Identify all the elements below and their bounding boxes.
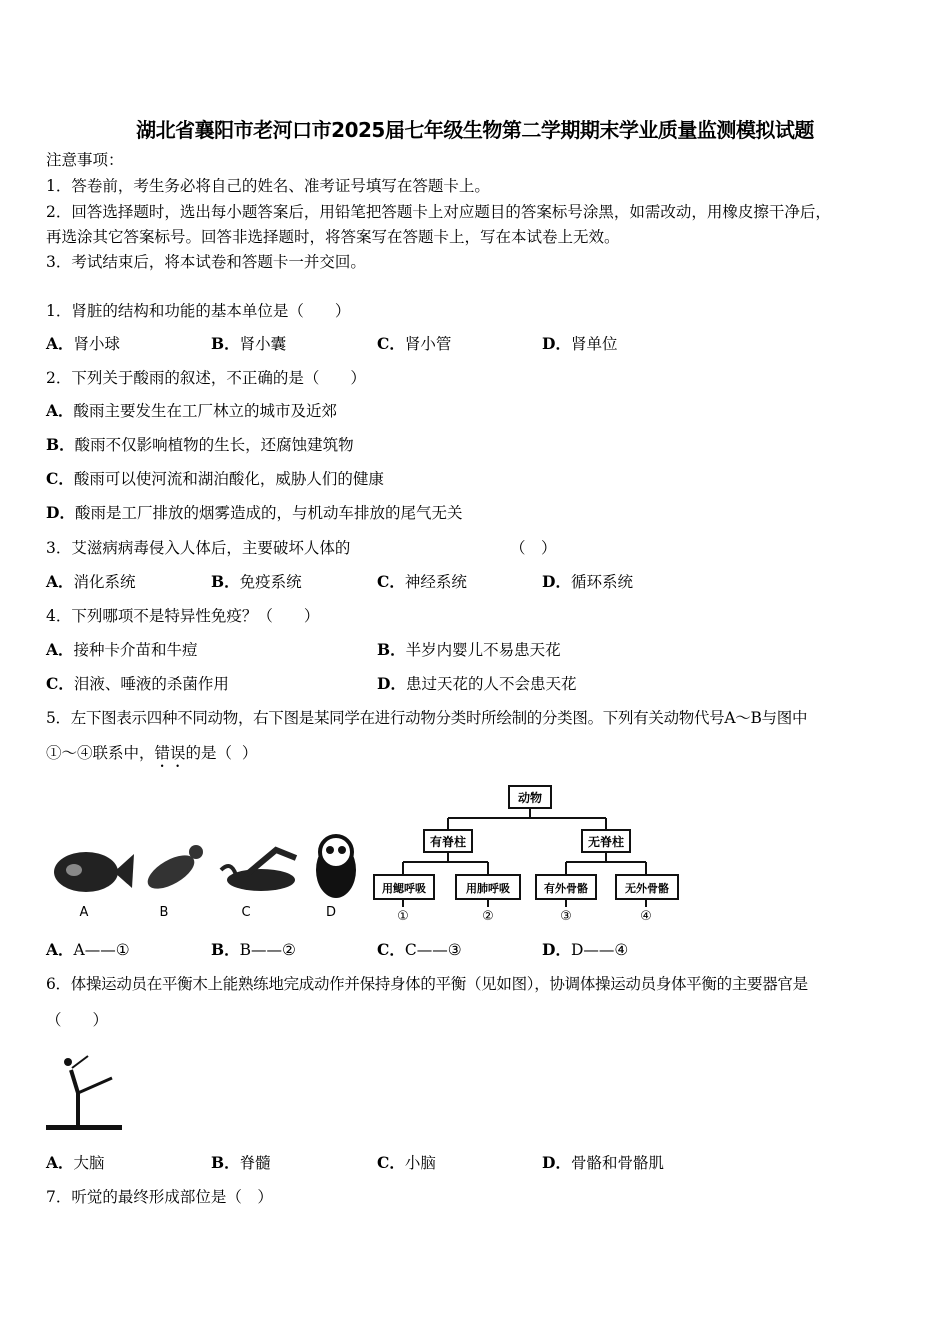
option-c: C．C——③ [377,940,462,959]
option-c: C．小脑 [377,1153,436,1172]
option-d: D．D——④ [542,940,629,959]
notice-item: 1．答卷前，考生务必将自己的姓名、准考证号填写在答题卡上。 [46,177,490,195]
question-7-stem: 7．听觉的最终形成部位是（ ） [46,1188,273,1206]
animal-pigeon-icon [142,845,203,895]
animal-panda-icon [316,836,356,898]
option-c: C．酸雨可以使河流和湖泊酸化，威胁人们的健康 [46,469,384,488]
option-a: A．肾小球 [46,334,121,353]
option-c: C．肾小管 [377,334,452,353]
question-1-stem: 1．肾脏的结构和功能的基本单位是（ ） [46,302,351,320]
animal-label: D [325,905,337,920]
tree-leaf: 无外骨骼 [625,882,669,895]
question-4-stem: 4．下列哪项不是特异性免疫？（ ） [46,607,320,625]
option-b: B．B——② [211,940,296,959]
animal-fish-icon [54,852,134,892]
option-a: A．接种卡介苗和牛痘 [46,640,198,659]
tree-marker: ② [482,909,494,924]
notice-heading: 注意事项： [46,151,124,169]
option-d: D．患过天花的人不会患天花 [377,674,577,693]
gymnast-balance-beam-figure [46,1048,126,1134]
option-b: B．酸雨不仅影响植物的生长，还腐蚀建筑物 [46,435,354,454]
tree-leaf: 用鳃呼吸 [382,882,426,895]
animal-label: C [241,905,251,920]
option-d: D．骨骼和骨骼肌 [542,1153,664,1172]
option-d: D．肾单位 [542,334,618,353]
tree-root: 动物 [517,791,543,805]
animal-grasshopper-icon [221,850,296,891]
option-b: B．半岁内婴儿不易患天花 [377,640,561,659]
question-3-stem: 3．艾滋病病毒侵入人体后，主要破坏人体的 [46,539,351,557]
tree-node: 无脊柱 [587,835,625,849]
option-b: B．免疫系统 [211,572,302,591]
question-6-stem: 6．体操运动员在平衡木上能熟练地完成动作并保持身体的平衡（见如图），协调体操运动员身体平衡的主要器官是 [46,975,808,993]
option-c: C．泪液、唾液的杀菌作用 [46,674,229,693]
tree-leaf: 用肺呼吸 [466,882,510,895]
page-title: 湖北省襄阳市老河口市2025届七年级生物第二学期期末学业质量监测模拟试题 [136,118,814,142]
option-d: D．循环系统 [542,572,633,591]
tree-marker: ④ [640,909,652,924]
option-d: D．酸雨是工厂排放的烟雾造成的，与机动车排放的尾气无关 [46,503,463,522]
tree-node: 有脊柱 [429,835,467,849]
question-5-figure [46,780,696,930]
notice-item: 再选涂其它答案标号。回答非选择题时，将答案写在答题卡上，写在本试卷上无效。 [46,228,620,246]
tree-leaf: 有外骨骼 [544,882,588,895]
option-a: A．大脑 [46,1153,105,1172]
option-a: A．消化系统 [46,572,136,591]
question-3-bracket: （ ） [510,539,557,557]
option-a: A．酸雨主要发生在工厂林立的城市及近郊 [46,401,338,420]
question-2-stem: 2．下列关于酸雨的叙述，不正确的是（ ） [46,369,366,387]
notice-item: 2．回答选择题时，选出每小题答案后，用铅笔把答题卡上对应题目的答案标号涂黑，如需改动，用橡皮擦干净后， [46,203,831,221]
option-a: A．A——① [46,940,130,959]
option-c: C．神经系统 [377,572,467,591]
option-b: B．肾小囊 [211,334,287,353]
tree-marker: ① [397,909,409,924]
animal-label: A [79,905,89,920]
question-5-stem-line2: ①～④联系中，错误的是（ ） [46,744,258,762]
tree-marker: ③ [560,909,572,924]
question-6-bracket: （ ） [46,1011,109,1029]
option-b: B．脊髓 [211,1153,271,1172]
notice-item: 3．考试结束后，将本试卷和答题卡一并交回。 [46,253,366,271]
animal-label: B [159,905,169,920]
question-5-stem: 5．左下图表示四种不同动物，右下图是某同学在进行动物分类时所绘制的分类图。下列有关动物代号A～B与图中 [46,709,808,727]
